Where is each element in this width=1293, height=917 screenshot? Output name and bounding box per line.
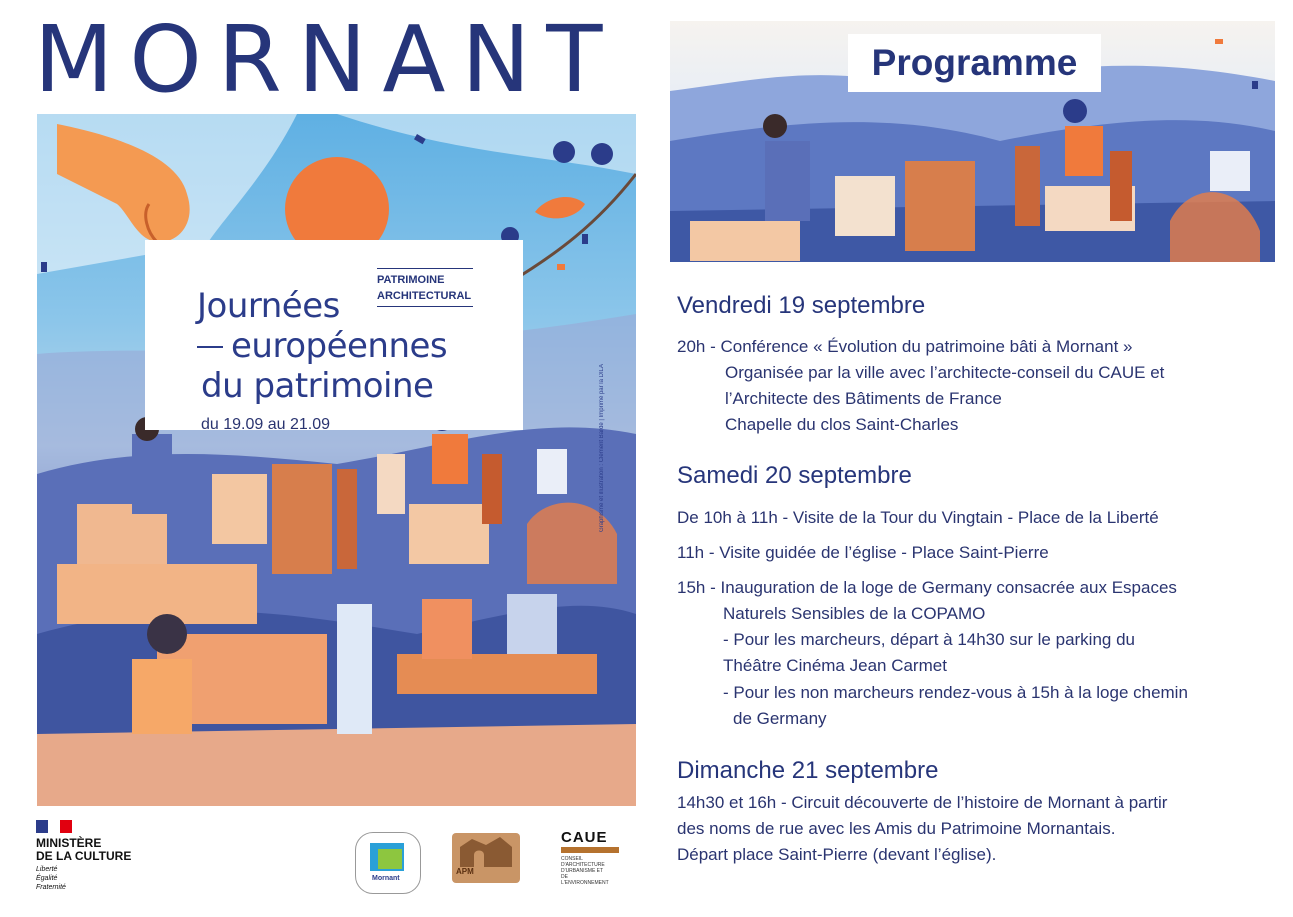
ministere-culture-logo bbox=[36, 820, 131, 892]
divider bbox=[377, 268, 473, 269]
motto-fraternite: Fraternité bbox=[36, 884, 66, 891]
patrimoine-label: PATRIMOINE bbox=[377, 274, 445, 286]
ministere-line2: DE LA CULTURE bbox=[36, 849, 132, 863]
motto-egalite: Égalité bbox=[36, 875, 58, 882]
poster-title-card bbox=[145, 240, 523, 430]
caue-logo-icon bbox=[561, 829, 623, 886]
marianne-logo-icon bbox=[36, 820, 72, 833]
motto-liberte: Liberté bbox=[36, 866, 58, 873]
event-line: 14h30 et 16h - Circuit découverte de l’histoire de Mornant à partir bbox=[677, 793, 1168, 812]
day-heading-friday: Vendredi 19 septembre bbox=[677, 292, 926, 319]
poster-title-line2: européennes bbox=[231, 326, 448, 366]
event-line: Naturels Sensibles de la COPAMO bbox=[723, 604, 986, 623]
event-line: Théâtre Cinéma Jean Carmet bbox=[723, 656, 947, 675]
event-line: l’Architecte des Bâtiments de France bbox=[725, 389, 1002, 408]
event-line: Chapelle du clos Saint-Charles bbox=[725, 415, 959, 434]
poster-dates: du 19.09 au 21.09 bbox=[201, 416, 331, 433]
mornant-logo-icon bbox=[355, 832, 421, 894]
poster-credit: Graphisme et illustration : Clément Bardé | Imprimé par la DILA bbox=[599, 364, 605, 532]
caue-logo-subtitle: CONSEIL D'ARCHITECTURE D'URBANISME ET DE L'ENVIRONNEMENT bbox=[561, 856, 609, 886]
poster-title-line3: du patrimoine bbox=[201, 366, 434, 406]
event-line: De 10h à 11h - Visite de la Tour du Vingtain - Place de la Liberté bbox=[677, 508, 1159, 527]
poster-title-line1: Journées bbox=[197, 286, 340, 326]
event-line: - Pour les non marcheurs rendez-vous à 15h à la loge chemin bbox=[723, 683, 1188, 702]
event-line: de Germany bbox=[733, 709, 827, 728]
poster-illustration bbox=[37, 114, 636, 806]
event-line: des noms de rue avec les Amis du Patrimoine Mornantais. bbox=[677, 819, 1116, 838]
event-line: 20h - Conférence « Évolution du patrimoine bâti à Mornant » bbox=[677, 337, 1133, 356]
event-line: - Pour les marcheurs, départ à 14h30 sur le parking du bbox=[723, 630, 1136, 649]
apm-logo-icon bbox=[452, 833, 520, 883]
event-line: 15h - Inauguration de la loge de Germany consacrée aux Espaces bbox=[677, 578, 1177, 597]
event-line: 11h - Visite guidée de l’église - Place Saint-Pierre bbox=[677, 543, 1049, 562]
day-heading-sunday: Dimanche 21 septembre bbox=[677, 757, 939, 784]
ministere-line1: MINISTÈRE bbox=[36, 836, 102, 850]
architectural-label: ARCHITECTURAL bbox=[377, 290, 472, 302]
programme-title: Programme bbox=[848, 34, 1101, 92]
apm-logo-label: APM bbox=[456, 867, 474, 876]
poster-artwork bbox=[37, 114, 636, 806]
mornant-logo-label: Mornant bbox=[372, 875, 400, 882]
divider bbox=[377, 306, 473, 307]
page-title: MORNANT bbox=[34, 6, 619, 113]
event-line: Départ place Saint-Pierre (devant l’église). bbox=[677, 845, 997, 864]
programme-banner bbox=[670, 21, 1275, 262]
day-heading-saturday: Samedi 20 septembre bbox=[677, 462, 912, 489]
title-dash bbox=[197, 346, 223, 348]
event-line: Organisée par la ville avec l’architecte-conseil du CAUE et bbox=[725, 363, 1165, 382]
caue-logo-label: CAUE bbox=[561, 829, 608, 846]
